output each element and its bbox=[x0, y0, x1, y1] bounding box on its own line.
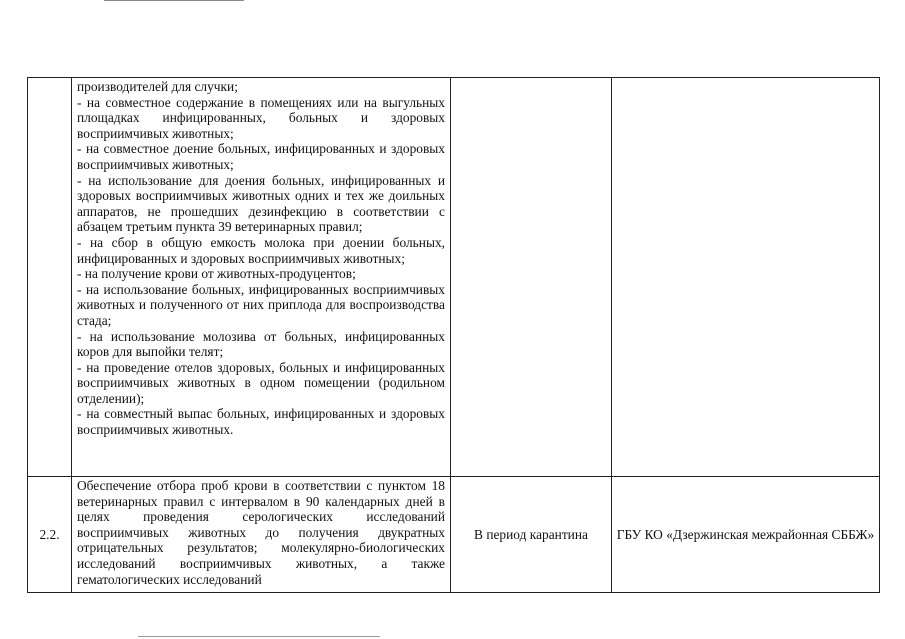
responsible-cell: ГБУ КО «Дзержинская межрайонная СББЖ» bbox=[612, 477, 880, 593]
measure-line: - на сбор в общую емкость молока при доении больных, инфицированных и здоровых восприимчивых животных; bbox=[77, 234, 445, 266]
measure-line: - на проведение отелов здоровых, больных и инфицированных восприимчивых животных в одном помещении (родильном отделении); bbox=[77, 359, 445, 406]
row-number-cell bbox=[28, 78, 72, 477]
table-row bbox=[28, 78, 880, 477]
row-number-cell: 2.2. bbox=[28, 477, 72, 593]
measure-text bbox=[72, 78, 450, 438]
measure-cell bbox=[72, 78, 451, 477]
bottom-scan-line bbox=[138, 636, 380, 637]
measure-line: - на использование молозива от больных, инфицированных коров для выпойки телят; bbox=[77, 328, 445, 360]
measure-text: Обеспечение отбора проб крови в соответствии с пунктом 18 ветеринарных правил с интервалом в 90 календарных дней в целях проведения серологических исследований восприимчивых животных до получения двукратных отрицательных результатов; молекулярно-биологических исследований восприимчивых животных, а также гематологических исследований bbox=[77, 478, 445, 587]
top-scan-line bbox=[104, 0, 244, 1]
measure-line: - на использование больных, инфицированных восприимчивых животных и полученного от них приплода для воспроизводства стада; bbox=[77, 281, 445, 328]
term-cell bbox=[451, 78, 612, 477]
responsible-cell bbox=[612, 78, 880, 477]
measure-line: - на получение крови от животных-продуцентов; bbox=[77, 266, 356, 282]
measure-line: - на использование для доения больных, инфицированных и здоровых восприимчивых животных одних и тех же доильных аппаратов, не прошедших дезинфекцию в соответствии с абзацем третьим пункта 39 ветеринарных правил; bbox=[77, 172, 445, 235]
measures-table bbox=[27, 77, 880, 593]
measure-line: - на совместный выпас больных, инфицированных и здоровых восприимчивых животных. bbox=[77, 406, 445, 438]
measure-cell bbox=[72, 477, 451, 593]
measure-line: - на совместное содержание в помещениях или на выгульных площадках инфицированных, больных и здоровых восприимчивых животных; bbox=[77, 94, 445, 141]
measure-line: производителей для случки; bbox=[77, 79, 238, 94]
term-cell: В период карантина bbox=[451, 477, 612, 593]
measure-line: - на совместное доение больных, инфицированных и здоровых восприимчивых животных; bbox=[77, 141, 445, 172]
table-row bbox=[28, 477, 880, 593]
